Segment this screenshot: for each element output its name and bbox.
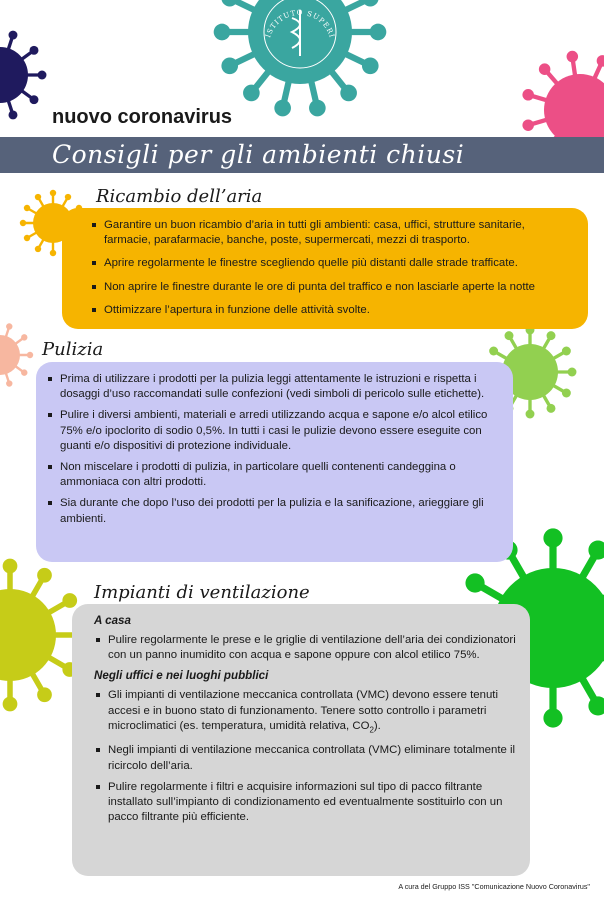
list-item: Pulire regolarmente i filtri e acquisire informazioni sul tipo di pacco filtrante installato sull’impianto di condizionamento ed eventualmente sostituirlo con un pacco filtrante più efficiente. xyxy=(94,780,516,826)
subheading-offices: Negli uffici e nei luoghi pubblici xyxy=(94,669,269,683)
list-item: Ottimizzare l’apertura in funzione delle attività svolte. xyxy=(90,303,570,318)
offices-list xyxy=(94,688,516,825)
list-item: Garantire un buon ricambio d’aria in tutti gli ambienti: casa, uffici, strutture sanitarie, farmacie, parafarmacie, banche, poste, supermercati, mezzi di trasporto. xyxy=(90,218,570,248)
list-item: Aprire regolarmente le finestre scegliendo quelle più distanti dalle strade trafficate. xyxy=(90,256,570,271)
list-item: Sia durante che dopo l’uso dei prodotti per la pulizia e la sanificazione, arieggiare gli ambienti. xyxy=(46,496,495,526)
logo-text: ISTITUTO SUPERI xyxy=(264,8,336,40)
item-text: Gli impianti di ventilazione meccanica controllata (VMC) devono essere tenuti accesi e in buono stato di funzionamento. Tenere sotto controllo i parametri microclimatici (es. temperatura, umidità relativa, CO xyxy=(108,689,498,732)
air-list xyxy=(90,218,570,318)
footer-credit: A cura del Gruppo ISS "Comunicazione Nuovo Coronavirus" xyxy=(398,882,590,891)
list-item: Negli impianti di ventilazione meccanica controllata (VMC) eliminare totalmente il ricircolo dell’aria. xyxy=(94,743,516,773)
page-title: Consigli per gli ambienti chiusi xyxy=(52,140,465,169)
cleaning-box xyxy=(36,362,513,562)
list-item xyxy=(94,688,516,737)
list-item: Prima di utilizzare i prodotti per la pulizia leggi attentamente le istruzioni e rispetta i dosaggi d’uso raccomandati sulle confezioni (vedi simboli di pericolo sulle etichette). xyxy=(46,372,495,402)
list-item: Non miscelare i prodotti di pulizia, in particolare quelli contenenti candeggina o ammoniaca con altri prodotti. xyxy=(46,460,495,490)
subscript: 2 xyxy=(369,725,374,735)
section-title-cleaning: Pulizia xyxy=(42,339,104,360)
subheading-home: A casa xyxy=(94,614,131,627)
cleaning-list xyxy=(46,372,495,527)
list-item: Pulire i diversi ambienti, materiali e arredi utilizzando acqua e sapone e/o alcol etilico 75% e/o ipoclorito di sodio 0,5%. In tutti i casi le pulizie devono essere eseguite con guanti e/o dispositivi di protezione individuale. xyxy=(46,408,495,454)
virus-navy-decoration xyxy=(0,20,60,130)
ventilation-box xyxy=(72,604,530,876)
home-list xyxy=(94,633,516,663)
item-text-end: ). xyxy=(373,719,381,732)
section-title-air: Ricambio dell’aria xyxy=(96,186,263,207)
air-box xyxy=(62,208,588,329)
section-title-ventilation: Impianti di ventilazione xyxy=(94,582,310,603)
list-item: Pulire regolarmente le prese e le griglie di ventilazione dell’aria dei condizionatori con un panno inumidito con acqua e sapone oppure con alcol etilico 75%. xyxy=(94,633,516,663)
list-item: Non aprire le finestre durante le ore di punta del traffico e non lasciarle aperte la notte xyxy=(90,280,570,295)
subtitle: nuovo coronavirus xyxy=(52,106,233,128)
